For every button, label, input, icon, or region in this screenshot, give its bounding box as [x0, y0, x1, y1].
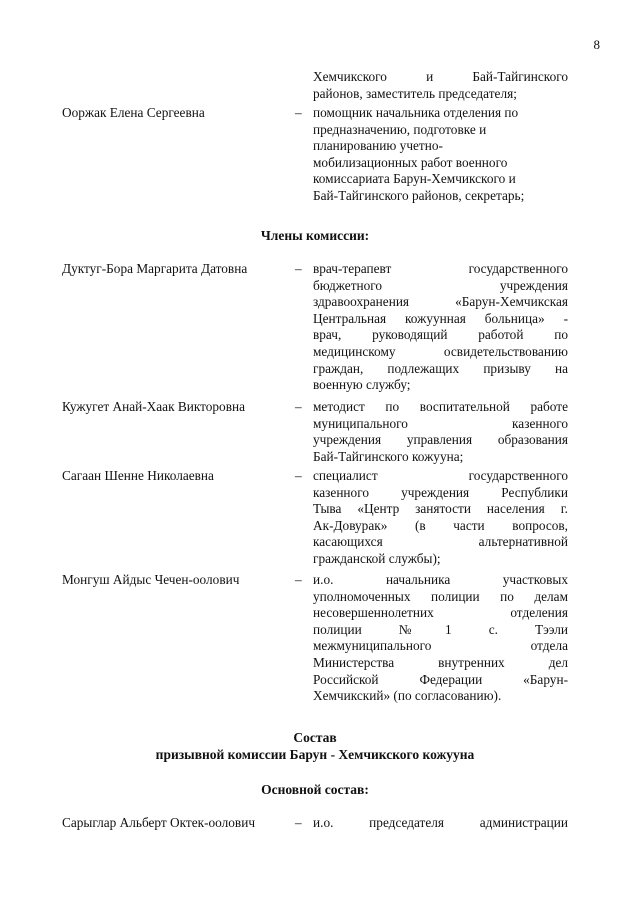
desc-line: муниципального казенного	[313, 415, 568, 431]
desc-line: несовершеннолетних отделения	[313, 605, 568, 621]
desc-line: Бай-Тайгинского кожууна;	[313, 448, 464, 464]
desc-line: Хемчикского и Бай-Тайгинского	[313, 69, 568, 84]
desc-line: здравоохранения «Барун-Хемчикская	[313, 294, 568, 310]
desc-line: Ак-Довурак» (в части вопросов,	[313, 517, 568, 533]
desc-line: учреждения управления образования	[313, 432, 568, 448]
member-name: Монгуш Айдыс Чечен-оолович	[62, 572, 240, 587]
desc-line: уполномоченных полиции по делам	[313, 588, 568, 604]
member-row	[62, 468, 568, 568]
composition-subtitle: призывной комиссии Барун - Хемчикского кожууна	[155, 747, 475, 762]
member-name: Кужугет Анай-Хаак Викторовна	[62, 399, 245, 414]
desc-line: Бай-Тайгинского районов, секретарь;	[313, 187, 525, 203]
desc-line: медицинскому освидетельствованию	[313, 343, 568, 359]
dash: –	[295, 572, 302, 587]
composition-title: Состав	[293, 730, 337, 745]
members-heading: Члены комиссии:	[260, 228, 370, 243]
desc-line: комиссариата Барун-Хемчикского и	[313, 171, 516, 187]
desc-line: специалист государственного	[313, 468, 568, 483]
dash: –	[295, 105, 302, 120]
deputy-chair-continuation	[62, 69, 568, 102]
member-description	[313, 105, 568, 205]
dash: –	[295, 399, 302, 414]
member-name: Сарыглар Альберт Октек-оолович	[62, 815, 256, 830]
desc-line: военную службу;	[313, 377, 411, 393]
desc-line: помощник начальника отделения по	[313, 105, 519, 120]
member-name: Ооржак Елена Сергеевна	[62, 105, 205, 120]
desc-line: межмуниципального отдела	[313, 638, 568, 654]
member-name: Дуктуг-Бора Маргарита Датовна	[62, 261, 248, 276]
member-row-secretary	[62, 105, 568, 205]
desc-line: казенного учреждения Республики	[313, 484, 568, 500]
dash: –	[295, 468, 302, 483]
desc-line: Хемчикский» (по согласованию).	[313, 688, 502, 704]
desc-line: и.о. председателя администрации	[313, 815, 568, 830]
desc-line: граждан, подлежащих призыву на	[313, 360, 568, 376]
desc-line: гражданской службы);	[313, 550, 441, 566]
main-composition-heading: Основной состав:	[261, 782, 369, 797]
member-description	[313, 572, 568, 705]
page-number: 8	[593, 37, 600, 52]
member-row	[62, 572, 568, 705]
desc-line: касающихся альтернативной	[313, 534, 568, 550]
desc-line: Российской Федерации «Барун-	[313, 671, 568, 687]
desc-line: Министерства внутренних дел	[313, 654, 568, 670]
member-description	[313, 815, 568, 832]
member-description	[313, 261, 568, 394]
desc-line: Центральная кожуунная больница» -	[313, 310, 568, 326]
member-description	[313, 468, 568, 568]
member-row	[62, 261, 568, 394]
desc-line: планированию учетно-	[313, 138, 443, 154]
desc-line: врач, руководящий работой по	[313, 327, 568, 343]
desc-line: врач-терапевт государственного	[313, 261, 568, 276]
desc-line: и.о. начальника участковых	[313, 572, 568, 587]
desc-line: Тыва «Центр занятости населения г.	[313, 501, 568, 517]
desc-line: методист по воспитательной работе	[313, 399, 568, 414]
desc-line: предназначению, подготовке и	[313, 121, 487, 137]
dash: –	[295, 261, 302, 276]
desc-line: мобилизационных работ военного	[313, 154, 508, 170]
member-name: Сагаан Шенне Николаевна	[62, 468, 214, 483]
member-row	[62, 399, 568, 465]
desc-line: полиции №1 с. Тээли	[313, 621, 568, 637]
desc-line: бюджетного учреждения	[313, 277, 568, 293]
desc-line: районов, заместитель председателя;	[313, 85, 517, 101]
dash: –	[295, 815, 302, 830]
member-row	[62, 815, 568, 832]
member-description	[313, 399, 568, 465]
